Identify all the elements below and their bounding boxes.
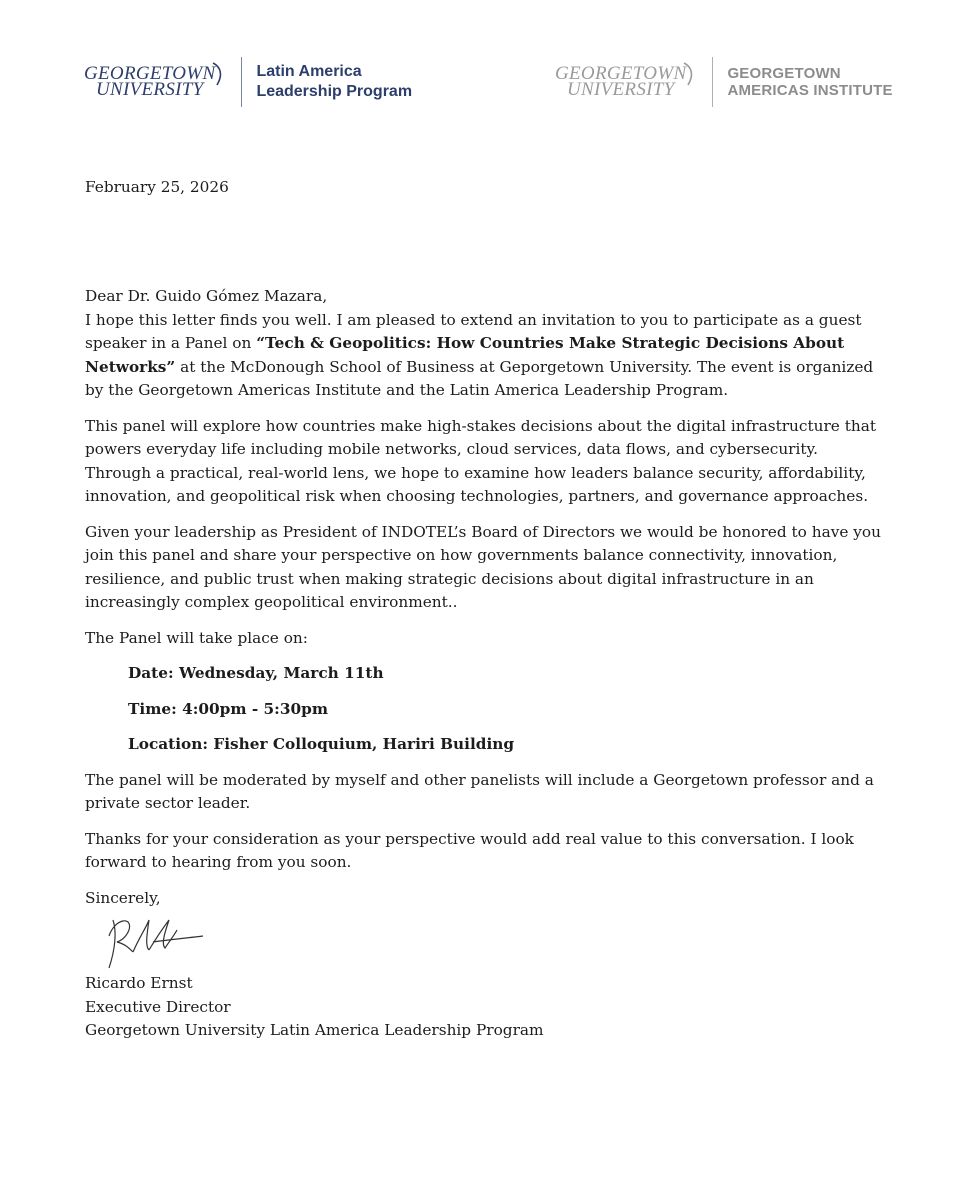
event-date: Date: Wednesday, March 11th [128,664,384,682]
logo-divider [712,57,713,107]
university-wordmark-line1: GEORGETOWN [84,63,216,84]
paragraph-invitation [85,309,885,403]
signer-title: Executive Director [85,997,231,1016]
program-name-line1: Latin America [256,63,362,80]
invitation-text-end: at the McDonough School of Business at Geporgetown University. The event is organized by the Georgetown Americas Institute and the Latin America Leadership Program. [85,357,874,399]
paragraph-thanks: Thanks for your consideration as your perspective would add real value to this conversation. I look forward to hearing from you soon. [85,829,854,871]
salutation: Dear Dr. Guido Gómez Mazara, [85,287,328,305]
georgetown-llp-logo [84,56,412,108]
university-wordmark-line1: GEORGETOWN [555,63,687,84]
signer-organization: Georgetown University Latin America Leadership Program [85,1021,544,1039]
panel-title: “Tech & Geopolitics: How Countries Make Strategic Decisions About Networks” [85,334,845,376]
paragraph-leadership: Given your leadership as President of INDOTEL’s Board of Directors we would be honored to have you join this panel and share your perspective on how governments balance connectivity, innovation, resilience, and public trust when making strategic decisions about digital infrastructure in an increasingly complex geopolitical environment.. [85,522,881,611]
letter-date: February 25, 2026 [85,178,229,196]
signer-name: Ricardo Ernst [85,974,193,992]
institute-name [727,65,892,99]
event-time: Time: 4:00pm - 5:30pm [128,699,329,718]
wordmark-swoosh-icon [682,59,700,89]
handwritten-signature [95,912,205,972]
paragraph-schedule-intro: The Panel will take place on: [85,628,308,647]
institute-name-line1: GEORGETOWN [727,65,841,82]
logo-divider [241,57,242,107]
university-wordmark-line2: UNIVERSITY [567,79,675,100]
program-name [256,62,412,102]
closing: Sincerely, [85,888,161,907]
institute-name-line2: AMERICAS INSTITUTE [727,82,893,99]
wordmark-swoosh-icon [211,59,229,89]
university-wordmark [555,63,687,100]
paragraph-panel-topic: This panel will explore how countries make high-stakes decisions about the digital infrastructure that powers everyday life including mobile networks, cloud services, data flows, and cybersecurity. Through a practical, real-world lens, we hope to examine how leaders balance security, affordability, innovation, and geopolitical risk when choosing technologies, partners, and governance approaches. [85,416,876,505]
letter-body [85,285,885,1043]
invitation-text: I hope this letter finds you well. I am pleased to extend an invitation to you to participate as a guest speaker in a Panel on [85,310,862,352]
signature-block [85,972,885,1043]
program-name-line2: Leadership Program [256,83,413,100]
georgetown-gai-logo [555,56,893,108]
event-location: Location: Fisher Colloquium, Hariri Building [128,735,515,753]
university-wordmark-line2: UNIVERSITY [96,79,204,100]
university-wordmark [84,63,216,100]
paragraph-moderation: The panel will be moderated by myself and other panelists will include a Georgetown professor and a private sector leader. [85,770,874,812]
